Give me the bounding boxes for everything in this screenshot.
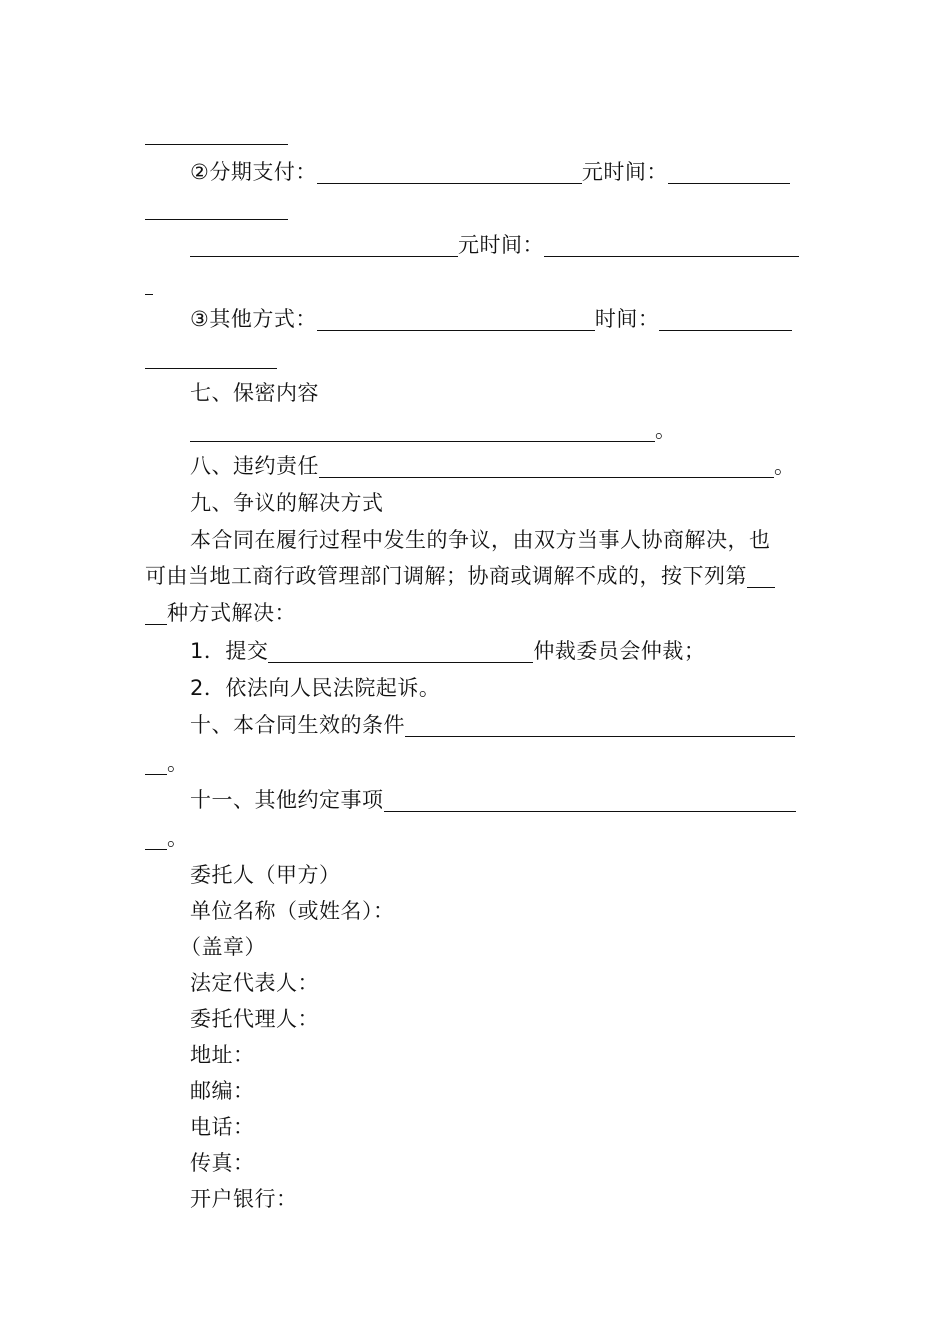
fill-blank[interactable] xyxy=(145,270,153,295)
section-effect xyxy=(190,707,795,743)
option-prefix: 1．提交 xyxy=(190,639,269,663)
paragraph-text: 本合同在履行过程中发生的争议，由双方当事人协商解决，也 xyxy=(190,528,771,552)
other-method-label: ③其他方式： xyxy=(190,307,317,331)
section-title: 八、违约责任 xyxy=(190,454,319,478)
address-label: 地址： xyxy=(190,1043,255,1067)
installment-label: ②分期支付： xyxy=(190,160,317,184)
time-blank[interactable] xyxy=(659,306,792,331)
party-a-bank xyxy=(190,1181,298,1217)
postcode-label: 邮编： xyxy=(190,1079,255,1103)
time-blank[interactable] xyxy=(668,159,790,184)
effect-blank[interactable] xyxy=(405,712,795,737)
bank-label: 开户银行： xyxy=(190,1187,298,1211)
installment-line xyxy=(190,154,790,190)
period: 。 xyxy=(167,826,189,850)
period: 。 xyxy=(774,454,796,478)
fax-label: 传真： xyxy=(190,1151,255,1175)
section-title: 十、本合同生效的条件 xyxy=(190,713,405,737)
section-dispute xyxy=(190,485,384,521)
amount-blank[interactable] xyxy=(317,159,582,184)
blank-line xyxy=(145,115,288,151)
breach-blank[interactable] xyxy=(319,453,774,478)
fill-blank[interactable] xyxy=(145,120,288,145)
choice-blank[interactable] xyxy=(747,563,775,588)
confidential-blank[interactable] xyxy=(190,417,655,442)
dispute-paragraph-line xyxy=(145,595,296,631)
fill-blank[interactable] xyxy=(145,195,288,220)
party-a-title xyxy=(190,857,341,893)
paragraph-text: 可由当地工商行政管理部门调解；协商或调解不成的，按下列第 xyxy=(145,564,747,588)
agent-label: 委托代理人： xyxy=(190,1007,319,1031)
party-a-agent xyxy=(190,1001,319,1037)
period: 。 xyxy=(167,751,189,775)
arbitration-blank[interactable] xyxy=(268,638,533,663)
time-blank[interactable] xyxy=(544,232,799,257)
dispute-paragraph-line xyxy=(145,558,775,594)
option-text: 2．依法向人民法院起诉。 xyxy=(190,676,441,700)
blank-line xyxy=(145,820,189,856)
party-a-title-text: 委托人（甲方） xyxy=(190,863,341,887)
option-suffix: 仲裁委员会仲裁； xyxy=(533,639,706,663)
dispute-paragraph-line xyxy=(190,522,771,558)
amount-blank[interactable] xyxy=(190,232,458,257)
party-a-postcode xyxy=(190,1073,255,1109)
party-a-legal-rep xyxy=(190,965,319,1001)
party-a-name xyxy=(190,893,395,929)
paragraph-text: 种方式解决： xyxy=(167,601,296,625)
other-method-line xyxy=(190,301,792,337)
yuan-time-label: 元时间： xyxy=(581,160,668,184)
blank-line xyxy=(145,265,153,301)
method-blank[interactable] xyxy=(317,306,595,331)
party-a-seal xyxy=(180,929,266,965)
installment-line-2 xyxy=(190,227,799,263)
fill-blank[interactable] xyxy=(145,825,167,850)
section-title: 十一、其他约定事项 xyxy=(190,788,384,812)
section-confidential xyxy=(190,375,319,411)
fill-blank[interactable] xyxy=(145,750,167,775)
section-title: 七、保密内容 xyxy=(190,381,319,405)
seal-label: （盖章） xyxy=(180,935,266,959)
legal-rep-label: 法定代表人： xyxy=(190,971,319,995)
section-breach xyxy=(190,448,796,484)
choice-blank[interactable] xyxy=(145,600,167,625)
fill-blank[interactable] xyxy=(145,344,277,369)
confidential-blank-line xyxy=(190,412,677,448)
time-label: 时间： xyxy=(594,307,660,331)
section-title: 九、争议的解决方式 xyxy=(190,491,384,515)
party-a-address xyxy=(190,1037,255,1073)
option-1 xyxy=(190,633,705,669)
option-2 xyxy=(190,670,440,706)
phone-label: 电话： xyxy=(190,1115,255,1139)
party-a-name-label: 单位名称（或姓名）： xyxy=(190,899,395,923)
section-other xyxy=(190,782,796,818)
yuan-time-label: 元时间： xyxy=(458,233,544,257)
party-a-phone xyxy=(190,1109,255,1145)
blank-line xyxy=(145,339,277,375)
period: 。 xyxy=(655,418,677,442)
other-blank[interactable] xyxy=(384,787,796,812)
party-a-fax xyxy=(190,1145,255,1181)
blank-line xyxy=(145,745,189,781)
blank-line xyxy=(145,190,288,226)
